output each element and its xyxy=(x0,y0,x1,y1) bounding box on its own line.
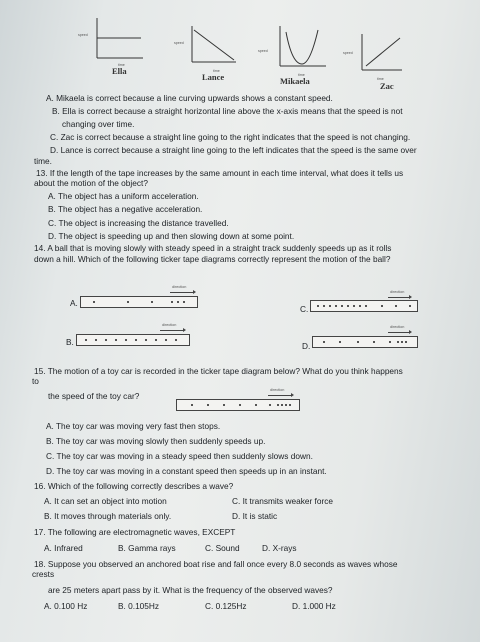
q15-tape xyxy=(176,399,300,411)
q14-tape-a xyxy=(80,296,198,308)
q14-d-label: D. xyxy=(302,341,311,351)
graph-ella-x-label: time xyxy=(118,63,125,67)
q12-option-b-line1: B. Ella is correct because a straight horizontal line above the x-axis means that the speed is not xyxy=(52,106,403,116)
q18-option-c: C. 0.125Hz xyxy=(205,601,247,611)
q15-direction-arrow xyxy=(268,395,292,396)
q14-a-direction-arrow xyxy=(170,292,194,293)
q15-option-b: B. The toy car was moving slowly then suddenly speeds up. xyxy=(46,436,266,446)
q17-option-d: D. X-rays xyxy=(262,543,297,553)
q17-option-b: B. Gamma rays xyxy=(118,543,176,553)
q12-option-b-line2: changing over time. xyxy=(62,119,135,129)
q14-tape-c xyxy=(310,300,418,312)
q12-option-c: C. Zac is correct because a straight line going to the right indicates that the speed is not changing. xyxy=(50,132,411,142)
graph-ella-plot xyxy=(95,18,145,63)
q16-stem: 16. Which of the following correctly describes a wave? xyxy=(34,481,234,491)
q14-a-label: A. xyxy=(70,298,78,308)
q17-option-c: C. Sound xyxy=(205,543,240,553)
q12-option-d-line2: time. xyxy=(34,156,52,166)
graph-mikaela-name: Mikaela xyxy=(280,76,310,86)
graph-ella-y-label: speed xyxy=(78,33,88,37)
q18-option-a: A. 0.100 Hz xyxy=(44,601,88,611)
graph-zac-x-label: time xyxy=(377,77,384,81)
q18-stem-line3: are 25 meters apart pass by it. What is the frequency of the observed waves? xyxy=(48,585,333,595)
q18-option-d: D. 1.000 Hz xyxy=(292,601,336,611)
q12-option-d-line1: D. Lance is correct because a straight line going to the left indicates that the speed is the same over xyxy=(50,145,417,155)
q18-option-b: B. 0.105Hz xyxy=(118,601,160,611)
q13-option-d: D. The object is speeding up and then slowing down at some point. xyxy=(48,231,295,241)
q14-c-direction-arrow xyxy=(388,297,410,298)
q14-tape-b xyxy=(76,334,190,346)
graph-mikaela-x-label: time xyxy=(298,73,305,77)
q16-option-d: D. It is static xyxy=(232,511,278,521)
graph-zac-y-label: speed xyxy=(343,51,353,55)
q14-c-direction-label: direction xyxy=(390,290,405,294)
graph-zac-name: Zac xyxy=(380,81,394,91)
q17-option-a: A. Infrared xyxy=(44,543,83,553)
q12-option-a: A. Mikaela is correct because a line curving upwards shows a constant speed. xyxy=(46,93,333,103)
graph-mikaela-y-label: speed xyxy=(258,49,268,53)
q14-b-direction-arrow xyxy=(160,330,184,331)
q14-stem-line1: 14. A ball that is moving slowly with steady speed in a straight track suddenly speeds up as it rolls xyxy=(34,243,392,253)
graph-lance-name: Lance xyxy=(202,72,225,82)
q15-option-c: C. The toy car was moving in a steady speed then suddenly slows down. xyxy=(46,451,313,461)
q15-stem-line2: to xyxy=(32,376,39,386)
q13-option-a: A. The object has a uniform acceleration. xyxy=(48,191,199,201)
graph-mikaela-plot xyxy=(278,26,328,68)
q14-c-label: C. xyxy=(300,304,309,314)
q13-stem-line1: 13. If the length of the tape increases by the same amount in each time interval, what does it tells us xyxy=(36,168,404,178)
q14-tape-d xyxy=(312,336,418,348)
q15-option-d: D. The toy car was moving in a constant speed then speeds up in an instant. xyxy=(46,466,327,476)
q18-stem-line2: crests xyxy=(32,569,55,579)
q13-option-b: B. The object has a negative acceleration. xyxy=(48,204,203,214)
graph-zac-plot xyxy=(360,34,406,74)
q14-stem-line2: down a hill. Which of the following ticker tape diagrams correctly represent the motion of the ball? xyxy=(34,254,391,264)
q16-option-b: B. It moves through materials only. xyxy=(44,511,172,521)
graph-lance-plot xyxy=(190,26,240,66)
q13-stem-line2: about the motion of the object? xyxy=(34,178,148,188)
q16-option-a: A. It can set an object into motion xyxy=(44,496,167,506)
q15-stem-line1: 15. The motion of a toy car is recorded in the ticker tape diagram below? What do you think happens xyxy=(34,366,403,376)
q15-direction-label: direction xyxy=(270,388,285,392)
q14-a-direction-label: direction xyxy=(172,285,187,289)
q14-d-direction-label: direction xyxy=(390,325,405,329)
q14-b-direction-label: direction xyxy=(162,323,177,327)
q14-b-label: B. xyxy=(66,337,74,347)
graph-lance-x-label: time xyxy=(213,69,220,73)
graph-lance-y-label: speed xyxy=(174,41,184,45)
q17-stem: 17. The following are electromagnetic waves, EXCEPT xyxy=(34,527,236,537)
q18-stem-line1: 18. Suppose you observed an anchored boat rise and fall once every 8.0 seconds as waves whose xyxy=(34,559,398,569)
q16-option-c: C. It transmits weaker force xyxy=(232,496,333,506)
q15-stem-line3: the speed of the toy car? xyxy=(48,391,140,401)
q13-option-c: C. The object is increasing the distance travelled. xyxy=(48,218,229,228)
graph-ella-name: Ella xyxy=(112,66,127,76)
q15-option-a: A. The toy car was moving very fast then stops. xyxy=(46,421,221,431)
q14-d-direction-arrow xyxy=(388,332,410,333)
